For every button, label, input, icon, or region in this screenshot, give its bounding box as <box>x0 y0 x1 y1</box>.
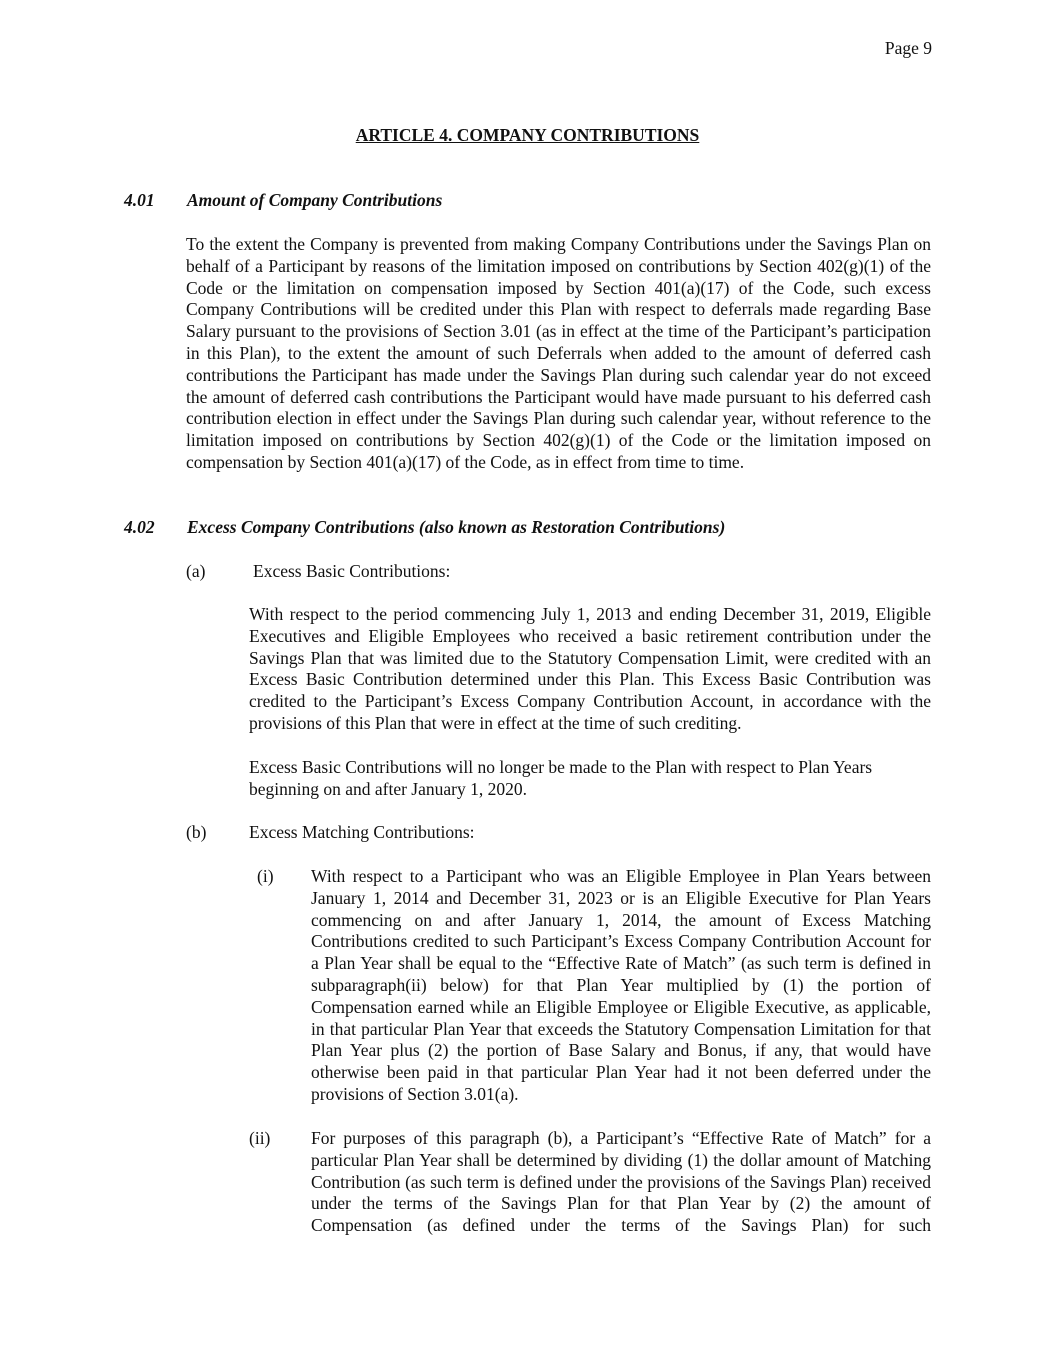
article-title: ARTICLE 4. COMPANY CONTRIBUTIONS <box>355 125 700 145</box>
section-title: Excess Company Contributions (also known as Restoration Contributions) <box>187 517 726 537</box>
subsection-a-heading <box>186 561 450 583</box>
subsection-b-heading <box>186 822 475 844</box>
subsection-title: Excess Matching Contributions: <box>249 822 475 842</box>
section-heading-4-02 <box>124 517 725 539</box>
subsection-label: (a) <box>186 561 206 581</box>
item-i-text: With respect to a Participant who was an Eligible Employee in Plan Years between January 1, 2014 and December 31, 2023 or is an Eligible Executive for Plan Years commencing on and after January 1, 2014, the amount of Excess Matching Contributions credited to such Participant’s Excess Company Contribution Account for a Plan Year shall be equal to the “Effective Rate of Match” (as such term is defined in subparagraph(ii) below) for that Plan Year multiplied by (1) the portion of Compensation earned while an Eligible Employee or Eligible Executive, as applicable, in that particular Plan Year that exceeds the Statutory Compensation Limitation for that Plan Year plus (2) the portion of Base Salary and Bonus, if any, that would have otherwise been paid in that particular Plan Year had it not been deferred under the provisions of Section 3.01(a). <box>311 866 931 1104</box>
subsection-label: (b) <box>186 822 207 842</box>
subsection-title: Excess Basic Contributions: <box>253 561 451 581</box>
item-ii-label: (ii) <box>249 1128 271 1148</box>
page-number: Page 9 <box>884 38 932 58</box>
item-i-label: (i) <box>257 866 274 886</box>
section-heading-4-01 <box>124 190 442 212</box>
section-number: 4.01 <box>124 190 155 210</box>
section-number: 4.02 <box>124 517 155 537</box>
subsection-a-paragraph-2: Excess Basic Contributions will no longer be made to the Plan with respect to Plan Years beginning on and after January 1, 2020. <box>249 757 873 799</box>
section-4-01-body: To the extent the Company is prevented from making Company Contributions under the Savings Plan on behalf of a Participant by reasons of the limitation imposed on contributions by Section 402(g)(1) of the Code or the limitation on compensation imposed by Section 401(a)(17) of the Code, such excess Company Contributions will be credited under this Plan with respect to deferrals made regarding Base Salary pursuant to the provisions of Section 3.01 (as in effect at the time of the Participant’s participation in this Plan), to the extent the amount of such Deferrals when added to the amount of deferred cash contributions the Participant has made under the Savings Plan during such calendar year do not exceed the amount of deferred cash contributions the Participant would have made pursuant to his deferred cash contribution election in effect under the Savings Plan during such calendar year, without reference to the limitation imposed on contributions by Section 402(g)(1) of the Code or the limitation imposed on compensation by Section 401(a)(17) of the Code, as in effect from time to time. <box>186 234 931 472</box>
item-ii-text: For purposes of this paragraph (b), a Participant’s “Effective Rate of Match” for a particular Plan Year shall be determined by dividing (1) the dollar amount of Matching Contribution (as such term is defined under the provisions of the Savings Plan) received under the terms of the Savings Plan for that Plan Year by (2) the amount of Compensation (as defined under the terms of the Savings Plan) for such <box>311 1128 931 1236</box>
subsection-a-paragraph-1: With respect to the period commencing July 1, 2013 and ending December 31, 2019, Eligible Executives and Eligible Employees who received a basic retirement contribution under the Savings Plan that was limited due to the Statutory Compensation Limit, were credited with an Excess Basic Contribution determined under this Plan. This Excess Basic Contribution was credited to the Participant’s Excess Company Contribution Account, in accordance with the provisions of this Plan that were in effect at the time of such crediting. <box>249 604 931 733</box>
section-title: Amount of Company Contributions <box>187 190 443 210</box>
